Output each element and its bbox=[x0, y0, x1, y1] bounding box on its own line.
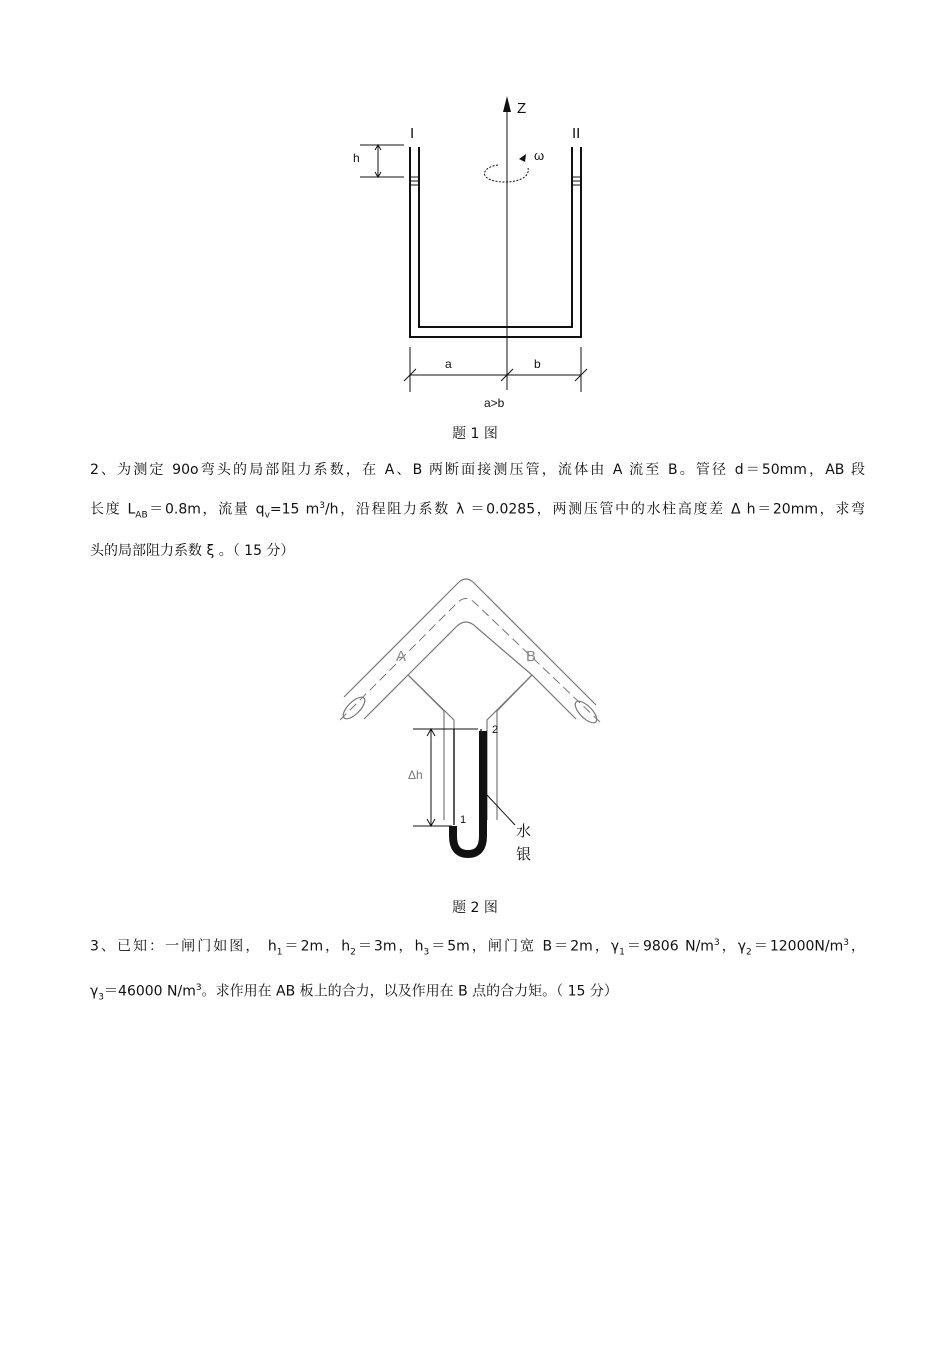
omega-label: ω bbox=[534, 148, 545, 163]
problem-2-line-2: 长度 $L_{AB}=0.8m$，流量 $q_v=15$ $m^3/h$，沿程阻力系数 λ ＝0.0285，两测压管中的水柱高度差 Δ h＝20mm，求弯 bbox=[90, 501, 866, 521]
problem-2-line-3: 头的局部阻力系数 ξ 。（ 15 分） bbox=[90, 543, 295, 560]
rotation-arrow bbox=[484, 165, 528, 182]
mercury-label-bottom: 银 bbox=[516, 846, 532, 863]
condition-label: a>b bbox=[484, 396, 505, 410]
mercury-column bbox=[453, 731, 483, 854]
figure-1-caption: 题 1 图 bbox=[452, 426, 498, 442]
z-axis-arrowhead bbox=[503, 96, 511, 112]
problem-2-line-1: 2、为测定 90o弯头的局部阻力系数，在 A、B 两断面接测压管，流体由 A 流至 B。管径 d＝50mm，AB 段 bbox=[90, 462, 865, 478]
z-axis-label: Z bbox=[517, 100, 527, 117]
u-tube bbox=[410, 147, 581, 337]
dimension-a-label: a bbox=[445, 357, 452, 371]
label-b: B bbox=[526, 648, 537, 665]
dimension-b-label: b bbox=[534, 357, 541, 371]
figure-1 bbox=[330, 90, 610, 410]
delta-h-label: Δh bbox=[408, 768, 423, 782]
branch-right bbox=[497, 675, 532, 820]
height-label: h bbox=[353, 151, 360, 165]
figure-2 bbox=[330, 565, 610, 875]
liquid-level-marks bbox=[410, 177, 581, 185]
point-1-label: 1 bbox=[460, 814, 467, 826]
tube-left-label: I bbox=[410, 125, 415, 142]
branch-left bbox=[408, 675, 444, 820]
elbow-pipe-outer-wall bbox=[344, 579, 596, 705]
label-a: A bbox=[396, 648, 407, 665]
delta-h-dimension bbox=[413, 729, 478, 826]
width-dimension bbox=[404, 347, 587, 392]
height-dimension bbox=[360, 145, 404, 177]
problem-3-line-2: $\gamma_3=46000$ $N/m^3$。求作用在 AB 板上的合力，以及作用在 B 点的合力矩。（ 15 分） bbox=[90, 983, 618, 1003]
tube-right-label: II bbox=[572, 125, 581, 142]
problem-3-line-1: 3、已知：一闸门如图， $h_1=2m$，$h_2=3m$，$h_3=5m$，闸门宽 B＝2m，$\gamma_1=9806$ $N/m^3$，$\gamma_2=12000N/m^3$， bbox=[90, 938, 866, 958]
elbow-pipe-inner-bend bbox=[408, 622, 532, 675]
problem-2 bbox=[90, 452, 865, 569]
mercury-leader-line bbox=[487, 795, 515, 825]
rotation-arrowhead bbox=[519, 154, 526, 162]
pipe-end-left bbox=[340, 694, 368, 722]
point-2-label: 2 bbox=[492, 724, 499, 736]
pipe-end-right bbox=[572, 698, 600, 726]
problem-3 bbox=[90, 925, 865, 1016]
figure-2-caption: 题 2 图 bbox=[452, 900, 498, 916]
elbow-pipe-inner-wall bbox=[364, 675, 576, 820]
mercury-label-top: 水 bbox=[516, 823, 532, 840]
